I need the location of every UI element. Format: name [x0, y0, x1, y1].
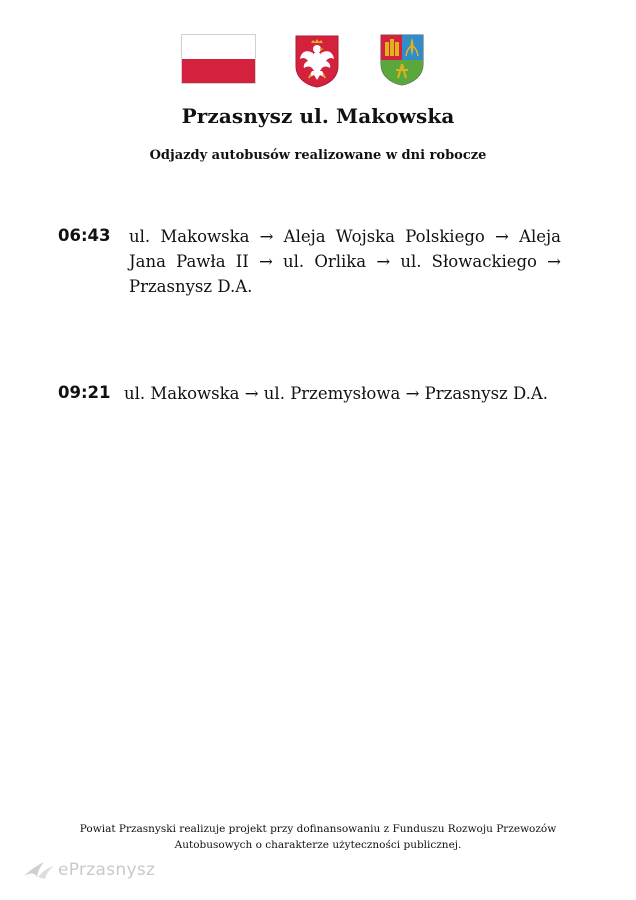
- page-subtitle: Odjazdy autobusów realizowane w dni robocze: [149, 148, 487, 163]
- flag-red-stripe: [182, 59, 255, 83]
- departure-time: 09:21: [58, 383, 111, 402]
- funding-note-line-2: Autobusowych o charakterze użyteczności publicznej.: [174, 839, 462, 851]
- departure-time: 06:43: [58, 226, 111, 245]
- watermark-text: ePrzasnysz: [58, 860, 156, 880]
- flag-white-stripe: [182, 35, 255, 59]
- watermark: [22, 856, 155, 884]
- departure-route: ul. Makowska → Aleja Wojska Polskiego → Aleja Jana Pawła II → ul. Orlika → ul. Słowackiego → Przasnysz D.A.: [129, 227, 561, 296]
- polish-eagle-emblem: [294, 34, 340, 88]
- funding-note: [70, 821, 566, 853]
- emblems-row: [0, 34, 636, 88]
- funding-note-line-1: Powiat Przasnyski realizuje projekt przy dofinansowaniu z Funduszu Rozwoju Przewozów: [79, 823, 557, 835]
- eprzasnysz-logo-icon: [22, 858, 56, 882]
- polish-flag: [181, 34, 256, 84]
- county-coat-of-arms: [380, 34, 424, 86]
- departure-route: ul. Makowska → ul. Przemysłowa → Przasnysz D.A.: [124, 384, 549, 403]
- page-title: Przasnysz ul. Makowska: [181, 104, 455, 128]
